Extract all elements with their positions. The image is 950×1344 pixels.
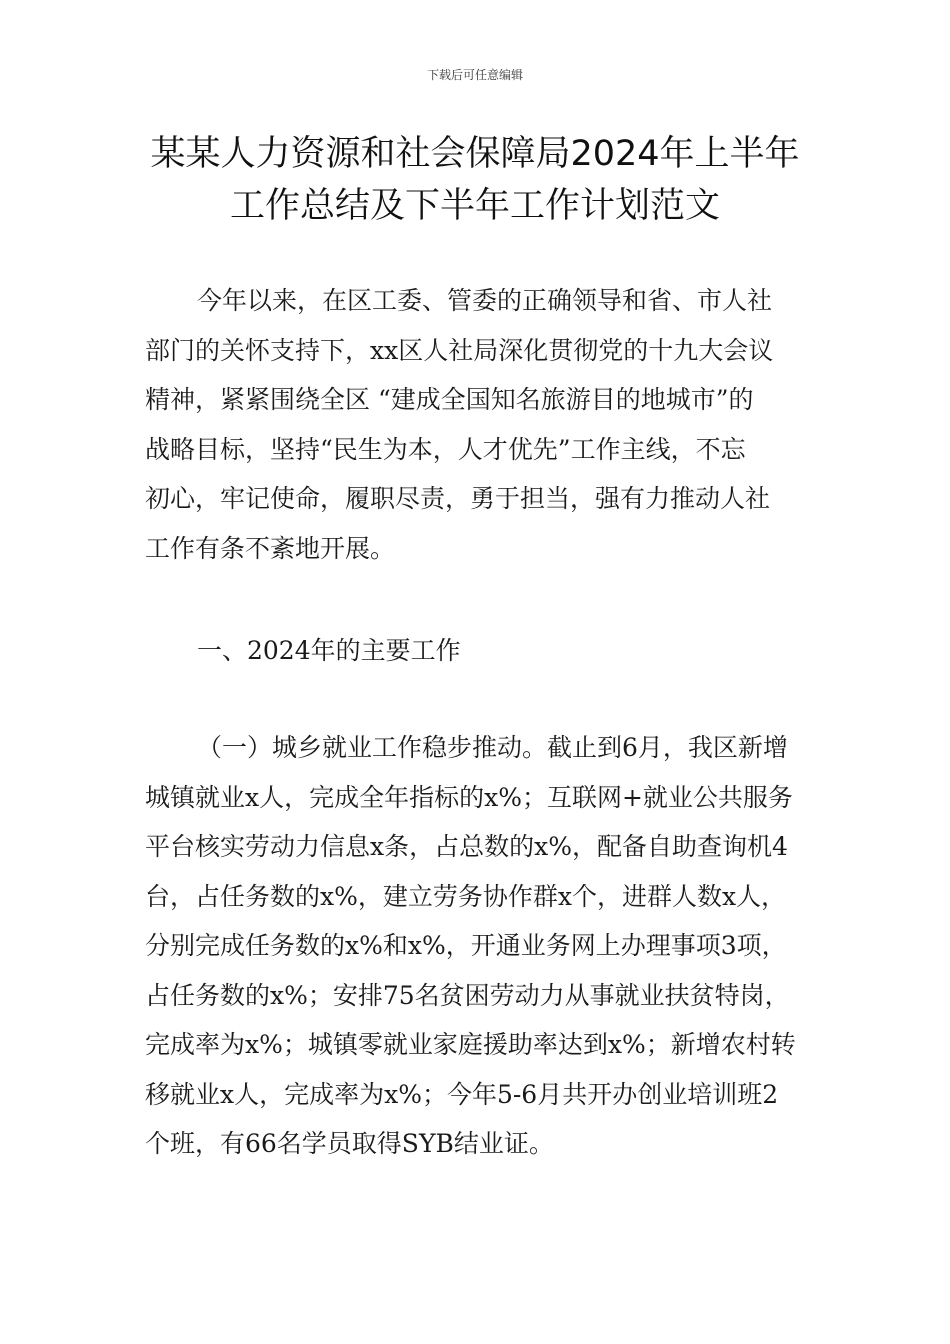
paragraph-line: 精神，紧紧围绕全区 “建成全国知名旅游目的地城市”的 bbox=[145, 385, 754, 414]
paragraph-line: 完成率为x%；城镇零就业家庭援助率达到x%；新增农村转 bbox=[145, 1030, 796, 1059]
paragraph-line: 台，占任务数的x%，建立劳务协作群x个，进群人数x人， bbox=[145, 881, 787, 911]
paragraph-line: 城镇就业x人，完成全年指标的x%；互联网+就业公共服务 bbox=[145, 782, 793, 812]
title-line-2: 工作总结及下半年工作计划范文 bbox=[229, 186, 720, 226]
document-title bbox=[100, 128, 850, 232]
paragraph-line: 今年以来，在区工委、管委的正确领导和省、市人社 bbox=[197, 286, 773, 315]
intro-paragraph bbox=[145, 276, 835, 573]
header-note: 下载后可任意编辑 bbox=[426, 68, 523, 82]
paragraph-line: 工作有条不紊地开展。 bbox=[145, 533, 396, 563]
paragraph-line: 占任务数的x%；安排75名贫困劳动力从事就业扶贫特岗， bbox=[145, 980, 790, 1010]
paragraph-line: 初心，牢记使命，履职尽责，勇于担当，强有力推动人社 bbox=[145, 484, 771, 513]
title-line-1: 某某人力资源和社会保障局2024年上半年 bbox=[150, 134, 800, 174]
employment-paragraph bbox=[145, 723, 835, 1169]
paragraph-line: 平台核实劳动力信息x条，占总数的x%，配备自助查询机4 bbox=[145, 832, 788, 861]
paragraph-line: 移就业x人，完成率为x%；今年5-6月共开办创业培训班2 bbox=[145, 1079, 779, 1109]
section-heading bbox=[145, 626, 835, 676]
paragraph-line: 战略目标，坚持“民生为本，人才优先”工作主线，不忘 bbox=[145, 434, 746, 464]
section-heading-text: 一、2024年的主要工作 bbox=[197, 636, 461, 665]
paragraph-line: 部门的关怀支持下，xx区人社局深化贯彻党的十九大会议 bbox=[145, 335, 774, 365]
paragraph-line: 分别完成任务数的x%和x%，开通业务网上办理事项3项， bbox=[145, 931, 787, 960]
paragraph-line: 个班，有66名学员取得SYB结业证。 bbox=[145, 1129, 554, 1158]
paragraph-line: （一）城乡就业工作稳步推动。截止到6月，我区新增 bbox=[197, 733, 788, 762]
